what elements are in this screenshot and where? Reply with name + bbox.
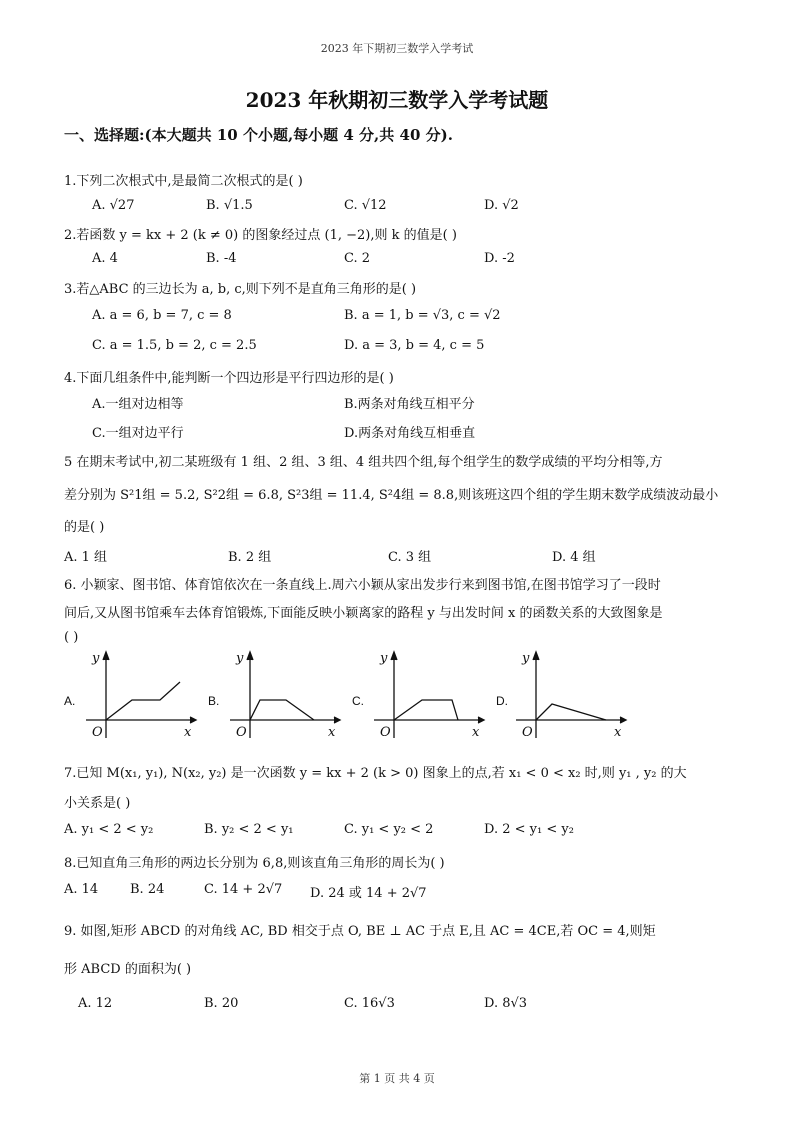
question-1-stem: 1.下列二次根式中,是最简二次根式的是( ) xyxy=(64,174,303,189)
graph-d-origin: O xyxy=(522,725,533,740)
graph-a-y-label: y xyxy=(92,651,100,666)
graph-c-origin: O xyxy=(380,725,391,740)
q3-option-a: A. a = 6, b = 7, c = 8 xyxy=(92,308,232,323)
graph-a-origin: O xyxy=(92,725,103,740)
question-3-stem: 3.若△ABC 的三边长为 a, b, c,则下列不是直角三角形的是( ) xyxy=(64,282,417,297)
q4-option-d: D.两条对角线互相垂直 xyxy=(344,426,476,441)
question-5-stem-line-1: 5 在期末考试中,初二某班级有 1 组、2 组、3 组、4 组共四个组,每个组学生的数学成绩的平均分相等,方 xyxy=(64,455,663,470)
q4-option-c: C.一组对边平行 xyxy=(92,426,184,441)
graph-a-x-label: x xyxy=(184,725,192,740)
q7-option-b: B. y₂ < 2 < y₁ xyxy=(204,822,294,837)
question-6-stem-line-1: 6. 小颖家、图书馆、体育馆依次在一条直线上.周六小颖从家出发步行来到图书馆,在图书馆学习了一段时 xyxy=(64,578,661,593)
question-9-stem-line-1: 9. 如图,矩形 ABCD 的对角线 AC, BD 相交于点 O, BE ⊥ AC 于点 E,且 AC = 4CE,若 OC = 4,则矩 xyxy=(64,924,656,939)
q2-option-d: D. -2 xyxy=(484,251,515,266)
question-5-stem-line-2: 差分别为 S²1组 = 5.2, S²2组 = 6.8, S²3组 = 11.4, S²4组 = 8.8,则该班这四个组的学生期末数学成绩波动最小 xyxy=(64,488,719,503)
page-footer: 第 1 页 共 4 页 xyxy=(359,1072,435,1085)
q5-option-b: B. 2 组 xyxy=(228,550,272,565)
q9-option-d: D. 8√3 xyxy=(484,996,528,1011)
graph-c-x-label: x xyxy=(472,725,480,740)
q5-option-d: D. 4 组 xyxy=(552,550,596,565)
graph-b-label: B. xyxy=(208,694,220,708)
q2-option-c: C. 2 xyxy=(344,251,371,266)
question-9-stem-line-2: 形 ABCD 的面积为( ) xyxy=(64,962,192,977)
q2-option-a: A. 4 xyxy=(92,251,118,266)
graph-c-y-label: y xyxy=(380,651,388,666)
graph-b-y-label: y xyxy=(236,651,244,666)
question-6-stem-line-3: ( ) xyxy=(64,630,79,645)
q7-option-d: D. 2 < y₁ < y₂ xyxy=(484,822,574,837)
graph-d-x-label: x xyxy=(614,725,622,740)
q3-option-d: D. a = 3, b = 4, c = 5 xyxy=(344,338,485,353)
graph-d-label: D. xyxy=(496,694,508,708)
graph-c-label: C. xyxy=(352,694,364,708)
q3-option-b: B. a = 1, b = √3, c = √2 xyxy=(344,308,501,323)
question-7-stem-line-2: 小关系是( ) xyxy=(64,796,131,811)
q1-option-c: C. √12 xyxy=(344,198,387,213)
graph-b-x-label: x xyxy=(328,725,336,740)
graph-d-y-label: y xyxy=(522,651,530,666)
q3-option-c: C. a = 1.5, b = 2, c = 2.5 xyxy=(92,338,257,353)
q1-option-d: D. √2 xyxy=(484,198,519,213)
q1-option-b: B. √1.5 xyxy=(206,198,253,213)
q9-option-a: A. 12 xyxy=(78,996,113,1011)
q8-option-b: B. 24 xyxy=(130,882,165,897)
q7-option-c: C. y₁ < y₂ < 2 xyxy=(344,822,434,837)
question-5-stem-line-3: 的是( ) xyxy=(64,520,105,535)
q9-option-c: C. 16√3 xyxy=(344,996,395,1011)
q4-option-a: A.一组对边相等 xyxy=(92,397,184,412)
question-4-stem: 4.下面几组条件中,能判断一个四边形是平行四边形的是( ) xyxy=(64,371,394,386)
q9-option-b: B. 20 xyxy=(204,996,239,1011)
exam-title: 2023 年秋期初三数学入学考试题 xyxy=(245,88,549,112)
q2-option-b: B. -4 xyxy=(206,251,237,266)
q6-graphs xyxy=(60,648,660,748)
q7-option-a: A. y₁ < 2 < y₂ xyxy=(64,822,154,837)
question-2-stem: 2.若函数 y = kx + 2 (k ≠ 0) 的图象经过点 (1, −2),则 k 的值是( ) xyxy=(64,228,457,243)
q5-option-a: A. 1 组 xyxy=(64,550,108,565)
q8-option-a: A. 14 xyxy=(64,882,99,897)
q8-option-c: C. 14 + 2√7 xyxy=(204,882,283,897)
q1-option-a: A. √27 xyxy=(92,198,135,213)
question-7-stem-line-1: 7.已知 M(x₁, y₁), N(x₂, y₂) 是一次函数 y = kx + 2 (k > 0) 图象上的点,若 x₁ < 0 < x₂ 时,则 y₁ , y₂ 的大 xyxy=(64,766,687,781)
page-header: 2023 年下期初三数学入学考试 xyxy=(320,42,474,55)
question-6-stem-line-2: 间后,又从图书馆乘车去体育馆锻炼,下面能反映小颖离家的路程 y 与出发时间 x 的函数关系的大致图象是 xyxy=(64,606,663,621)
q8-option-d: D. 24 或 14 + 2√7 xyxy=(310,886,427,901)
section-heading: 一、选择题:(本大题共 10 个小题,每小题 4 分,共 40 分). xyxy=(64,126,453,144)
q5-option-c: C. 3 组 xyxy=(388,550,432,565)
question-8-stem: 8.已知直角三角形的两边长分别为 6,8,则该直角三角形的周长为( ) xyxy=(64,856,445,871)
graph-b-origin: O xyxy=(236,725,247,740)
graph-a-label: A. xyxy=(64,694,76,708)
q4-option-b: B.两条对角线互相平分 xyxy=(344,397,475,412)
